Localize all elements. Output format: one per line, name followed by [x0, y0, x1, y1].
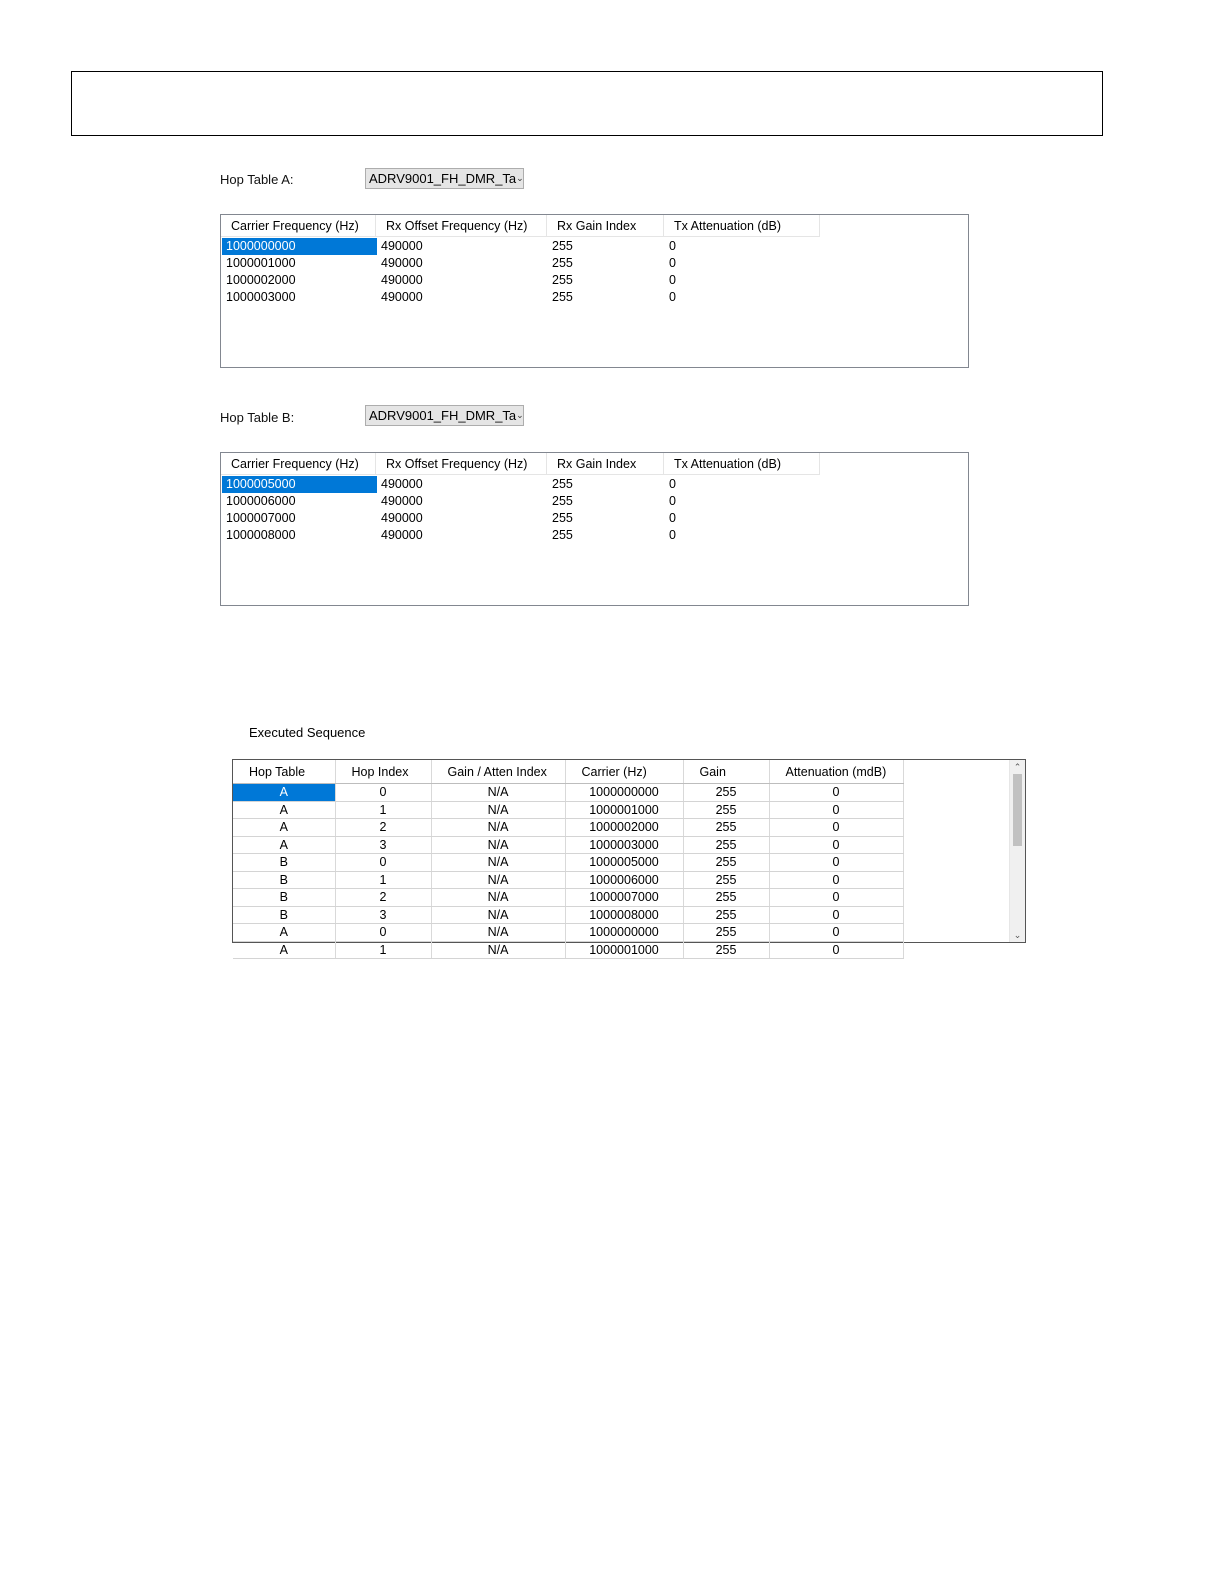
list-cell: 0	[669, 290, 676, 304]
table-cell: N/A	[431, 784, 565, 802]
table-cell: 1	[335, 871, 431, 889]
list-cell: 0	[669, 273, 676, 287]
table-cell: 255	[683, 801, 769, 819]
hop-table-a-label: Hop Table A:	[220, 172, 294, 187]
list-item[interactable]	[222, 527, 765, 544]
hop-table-b-header	[221, 453, 820, 475]
table-row[interactable]	[233, 941, 903, 959]
list-cell: 1000005000	[222, 476, 377, 493]
table-cell: N/A	[431, 871, 565, 889]
table-cell: 1000005000	[565, 854, 683, 872]
table-cell: N/A	[431, 941, 565, 959]
table-cell: 1000007000	[565, 889, 683, 907]
column-header-tx-attenuation[interactable]: Tx Attenuation (dB)	[664, 453, 820, 475]
executed-sequence-table	[233, 760, 904, 959]
list-cell: 1000000000	[222, 238, 377, 255]
table-cell: 3	[335, 906, 431, 924]
table-cell: 0	[335, 784, 431, 802]
table-cell: 0	[769, 889, 903, 907]
hop-table-b-list[interactable]	[220, 452, 969, 606]
table-cell: A	[233, 819, 335, 837]
table-cell: 1000002000	[565, 819, 683, 837]
table-cell: 1000008000	[565, 906, 683, 924]
table-cell: 1	[335, 941, 431, 959]
table-cell: N/A	[431, 906, 565, 924]
table-cell: N/A	[431, 854, 565, 872]
list-cell: 255	[552, 477, 573, 491]
list-cell: 1000007000	[226, 511, 296, 525]
list-item[interactable]	[222, 510, 765, 527]
table-cell: N/A	[431, 801, 565, 819]
list-cell: 490000	[381, 494, 423, 508]
column-header-carrier-frequency[interactable]: Carrier Frequency (Hz)	[221, 215, 376, 237]
column-header-attenuation[interactable]: Attenuation (mdB)	[769, 760, 903, 784]
table-cell: 255	[683, 941, 769, 959]
table-cell: 0	[769, 924, 903, 942]
chevron-down-icon[interactable]: ⌄	[516, 410, 524, 420]
list-cell: 1000006000	[226, 494, 296, 508]
executed-sequence-grid[interactable]	[232, 759, 1026, 957]
table-cell: A	[233, 836, 335, 854]
list-cell: 490000	[381, 477, 423, 491]
vertical-scrollbar[interactable]	[1009, 760, 1025, 942]
header-frame	[71, 71, 1103, 136]
column-header-tx-attenuation[interactable]: Tx Attenuation (dB)	[664, 215, 820, 237]
list-item[interactable]	[222, 493, 765, 510]
list-cell: 490000	[381, 239, 423, 253]
table-cell: N/A	[431, 836, 565, 854]
column-header-gain[interactable]: Gain	[683, 760, 769, 784]
table-cell: 1000001000	[565, 801, 683, 819]
table-cell: 255	[683, 784, 769, 802]
column-header-rx-gain-index[interactable]: Rx Gain Index	[547, 215, 664, 237]
hop-table-a-rows	[222, 238, 765, 306]
table-cell: 1000000000	[565, 924, 683, 942]
list-cell: 0	[669, 256, 676, 270]
table-cell: 3	[335, 836, 431, 854]
hop-table-b-dropdown-value: ADRV9001_FH_DMR_Ta	[369, 408, 517, 423]
hop-table-a-dropdown[interactable]	[365, 168, 524, 189]
list-cell: 0	[669, 511, 676, 525]
table-cell: A	[233, 941, 335, 959]
column-header-gain-atten-index[interactable]: Gain / Atten Index	[431, 760, 565, 784]
scroll-down-arrow-icon[interactable]: ⌄	[1013, 930, 1022, 940]
column-header-rx-offset-frequency[interactable]: Rx Offset Frequency (Hz)	[376, 453, 547, 475]
table-cell: 255	[683, 854, 769, 872]
list-item[interactable]	[222, 255, 765, 272]
list-cell: 255	[552, 273, 573, 287]
chevron-down-icon[interactable]: ⌄	[516, 173, 524, 183]
hop-table-b-rows	[222, 476, 765, 544]
list-cell: 1000002000	[226, 273, 296, 287]
table-cell: A	[233, 784, 335, 802]
list-cell: 490000	[381, 290, 423, 304]
hop-table-a-dropdown-value: ADRV9001_FH_DMR_Ta	[369, 171, 517, 186]
table-cell: 2	[335, 889, 431, 907]
list-cell: 255	[552, 239, 573, 253]
table-row[interactable]	[233, 889, 903, 907]
table-cell: 0	[769, 906, 903, 924]
table-cell: 0	[769, 941, 903, 959]
table-cell: 1000003000	[565, 836, 683, 854]
table-cell: 0	[769, 784, 903, 802]
table-cell: 255	[683, 819, 769, 837]
table-cell: 0	[335, 924, 431, 942]
table-cell: 0	[769, 836, 903, 854]
table-cell: B	[233, 889, 335, 907]
table-cell: 0	[769, 801, 903, 819]
table-row[interactable]	[233, 924, 903, 942]
column-header-rx-offset-frequency[interactable]: Rx Offset Frequency (Hz)	[376, 215, 547, 237]
list-cell: 255	[552, 290, 573, 304]
column-header-hop-table[interactable]: Hop Table	[233, 760, 335, 784]
table-row[interactable]	[233, 906, 903, 924]
list-item[interactable]	[222, 289, 765, 306]
table-cell: 0	[335, 854, 431, 872]
list-cell: 1000008000	[226, 528, 296, 542]
list-item[interactable]	[222, 272, 765, 289]
table-row[interactable]	[233, 854, 903, 872]
executed-sequence-body	[233, 784, 903, 959]
table-row[interactable]	[233, 819, 903, 837]
table-cell: A	[233, 924, 335, 942]
column-header-carrier-frequency[interactable]: Carrier Frequency (Hz)	[221, 453, 376, 475]
table-cell: 1000001000	[565, 941, 683, 959]
table-cell: 255	[683, 836, 769, 854]
table-row[interactable]	[233, 784, 903, 802]
list-cell: 255	[552, 256, 573, 270]
table-cell: 0	[769, 871, 903, 889]
table-cell: 1000000000	[565, 784, 683, 802]
column-header-carrier[interactable]: Carrier (Hz)	[565, 760, 683, 784]
table-cell: 255	[683, 889, 769, 907]
list-cell: 0	[669, 239, 676, 253]
executed-sequence-header-row	[233, 760, 903, 784]
table-cell: 1000006000	[565, 871, 683, 889]
table-cell: 1	[335, 801, 431, 819]
table-cell: N/A	[431, 889, 565, 907]
table-cell: B	[233, 871, 335, 889]
list-cell: 490000	[381, 511, 423, 525]
executed-sequence-label: Executed Sequence	[249, 725, 366, 740]
hop-table-b-label: Hop Table B:	[220, 410, 295, 425]
list-cell: 1000001000	[226, 256, 296, 270]
table-cell: 0	[769, 854, 903, 872]
table-cell: 255	[683, 871, 769, 889]
hop-table-b-dropdown[interactable]	[365, 405, 524, 426]
list-cell: 0	[669, 528, 676, 542]
scroll-up-arrow-icon[interactable]: ⌃	[1013, 762, 1022, 772]
hop-table-a-list[interactable]	[220, 214, 969, 368]
list-item[interactable]	[222, 476, 765, 493]
column-header-hop-index[interactable]: Hop Index	[335, 760, 431, 784]
table-cell: N/A	[431, 924, 565, 942]
list-cell: 490000	[381, 273, 423, 287]
list-cell: 490000	[381, 256, 423, 270]
table-cell: B	[233, 854, 335, 872]
list-cell: 490000	[381, 528, 423, 542]
list-cell: 255	[552, 494, 573, 508]
list-cell: 1000003000	[226, 290, 296, 304]
table-cell: 255	[683, 906, 769, 924]
list-cell: 0	[669, 494, 676, 508]
table-cell: 255	[683, 924, 769, 942]
hop-table-a-header	[221, 215, 820, 237]
table-cell: 0	[769, 819, 903, 837]
table-row[interactable]	[233, 801, 903, 819]
list-cell: 255	[552, 528, 573, 542]
list-cell: 0	[669, 477, 676, 491]
table-cell: N/A	[431, 819, 565, 837]
column-header-rx-gain-index[interactable]: Rx Gain Index	[547, 453, 664, 475]
table-cell: A	[233, 801, 335, 819]
table-cell: B	[233, 906, 335, 924]
list-item[interactable]	[222, 238, 765, 255]
scrollbar-thumb[interactable]	[1013, 774, 1022, 846]
table-row[interactable]	[233, 871, 903, 889]
list-cell: 255	[552, 511, 573, 525]
table-cell: 2	[335, 819, 431, 837]
table-row[interactable]	[233, 836, 903, 854]
